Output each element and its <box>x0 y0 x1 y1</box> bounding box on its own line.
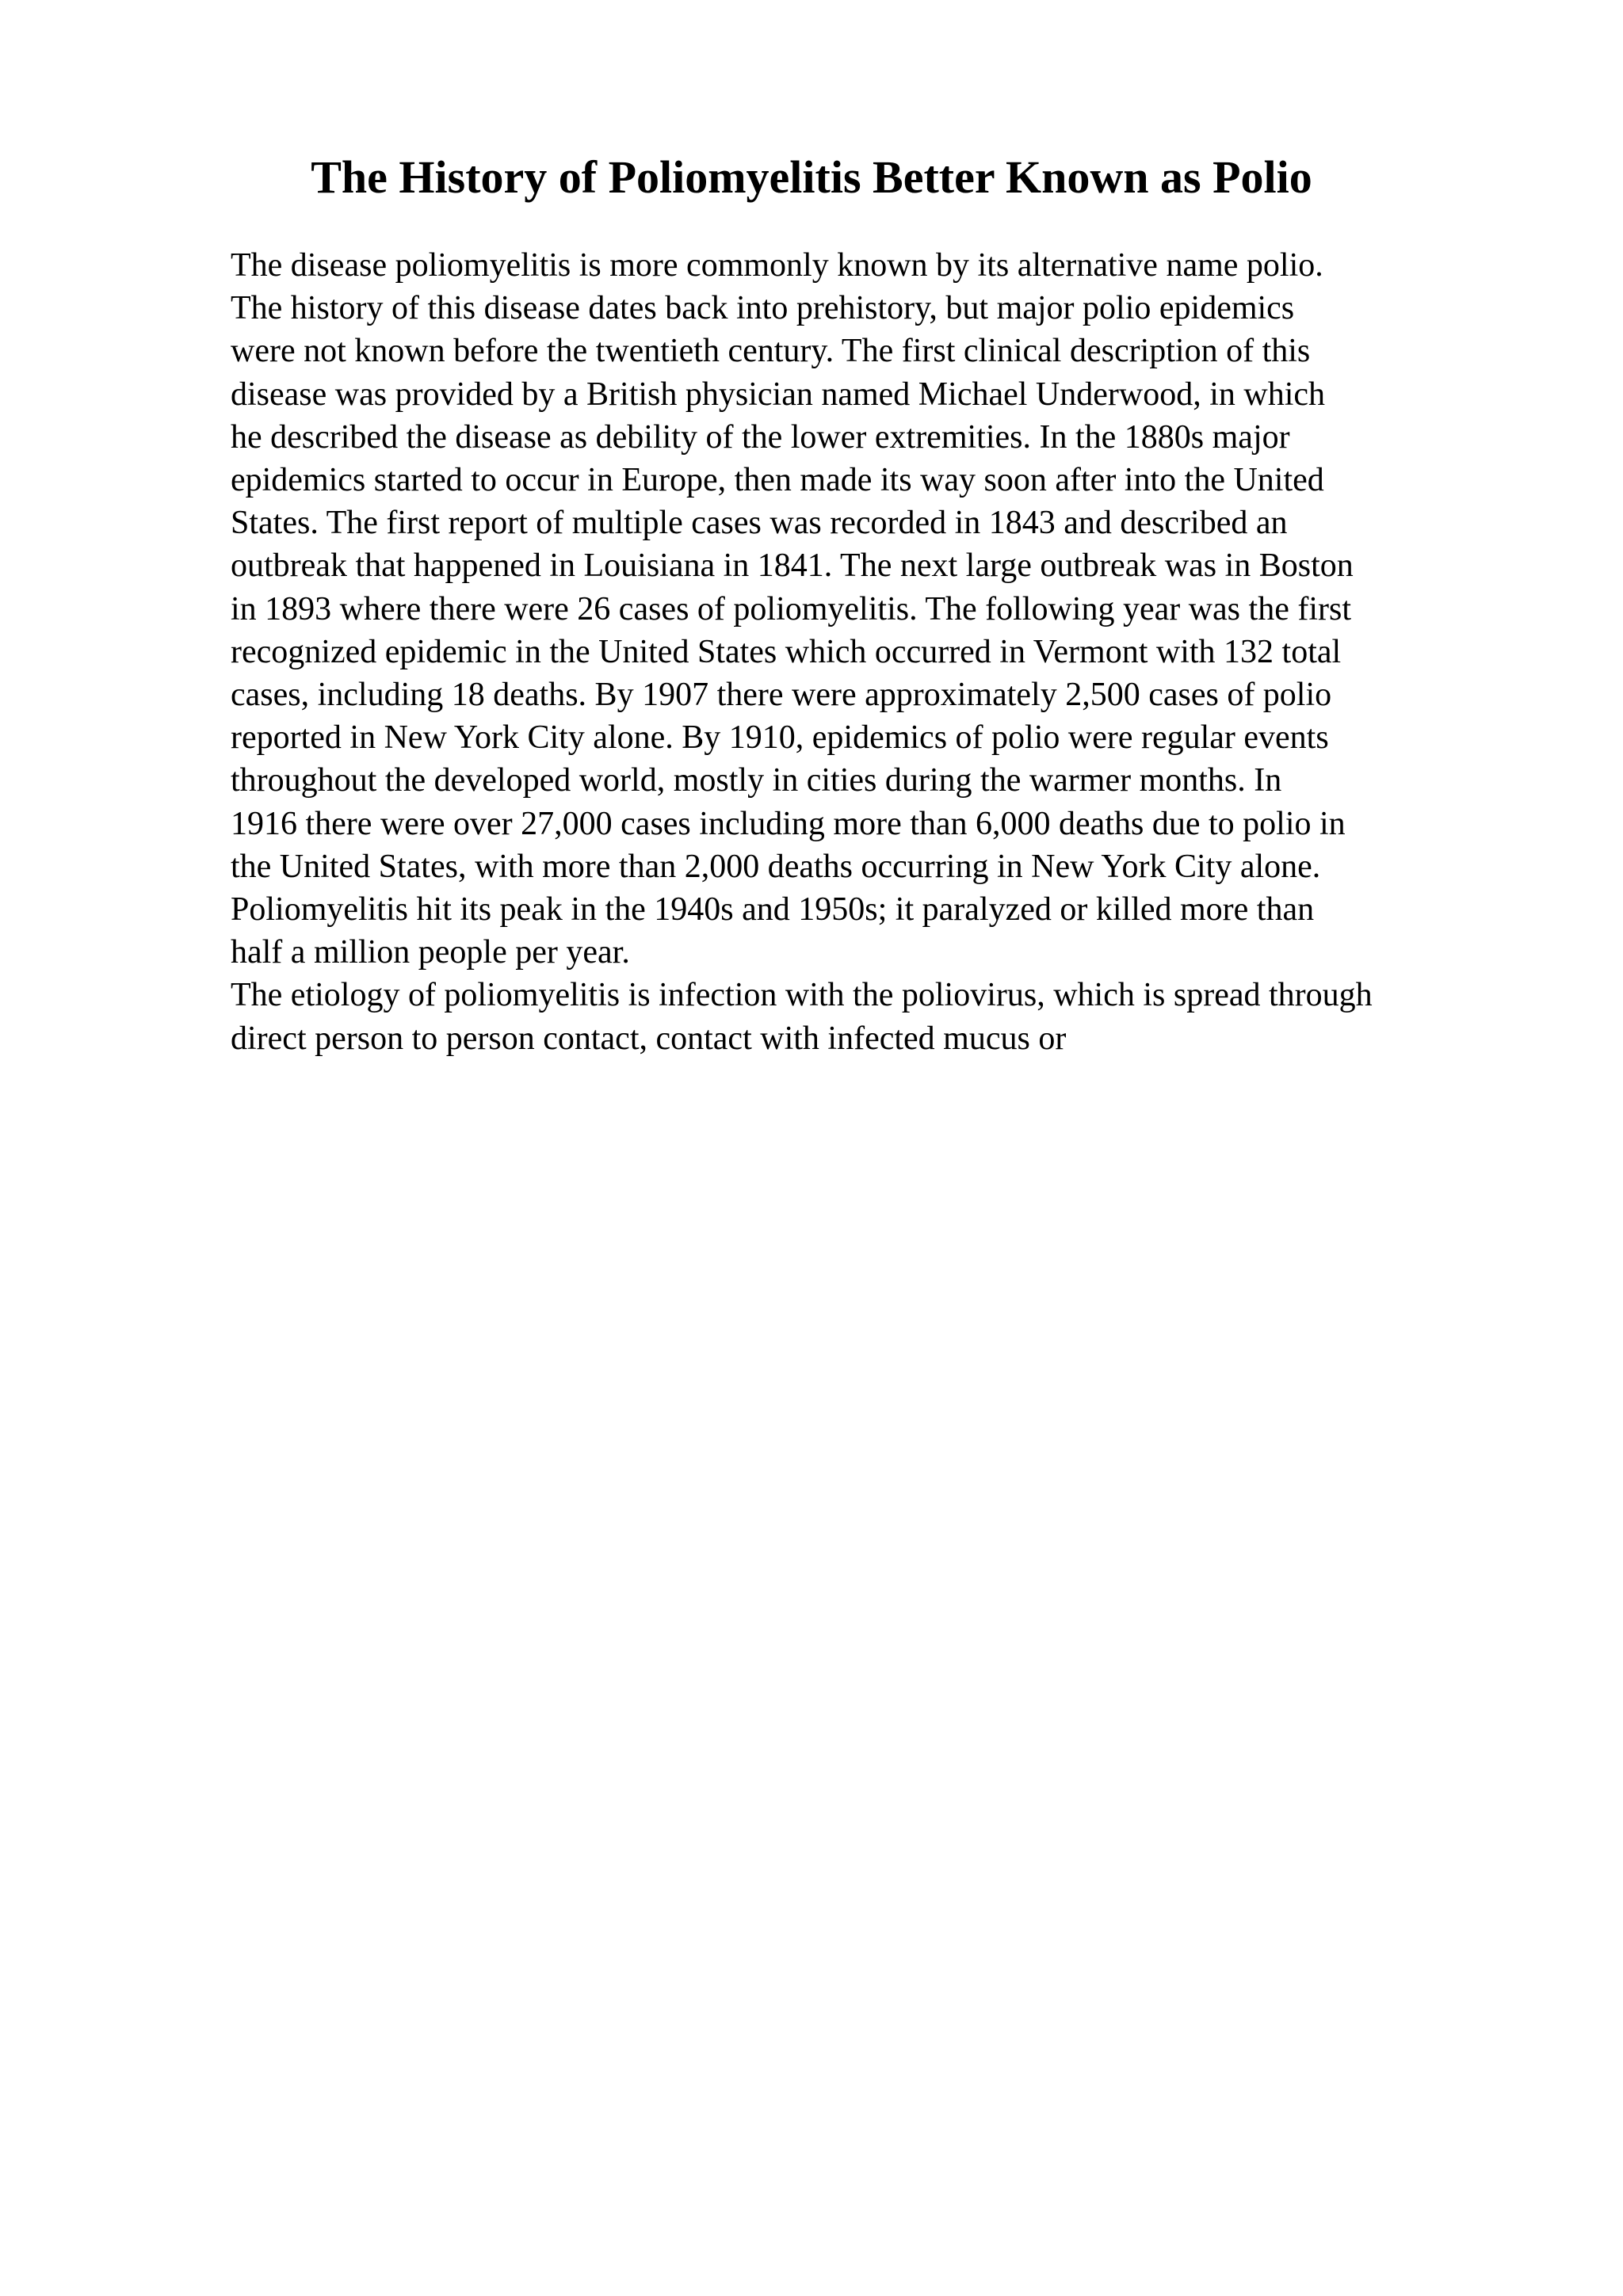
document-title: The History of Poliomyelitis Better Known as Polio <box>311 151 1312 203</box>
text-line: recognized epidemic in the United States which occurred in Vermont with 132 total <box>231 633 1342 670</box>
text-line: outbreak that happened in Louisiana in 1841. The next large outbreak was in Boston <box>231 547 1354 585</box>
text-line: The disease poliomyelitis is more commonly known by its alternative name polio. <box>231 247 1323 284</box>
paragraph-1 <box>231 244 1594 974</box>
text-line: disease was provided by a British physician named Michael Underwood, in which <box>231 376 1326 413</box>
text-line: were not known before the twentieth century. The first clinical description of this <box>231 333 1311 370</box>
text-line: reported in New York City alone. By 1910, epidemics of polio were regular events <box>231 719 1329 757</box>
text-line: epidemics started to occur in Europe, then made its way soon after into the United <box>231 462 1324 499</box>
text-line: States. The first report of multiple cases was recorded in 1843 and described an <box>231 505 1288 542</box>
text-line: Poliomyelitis hit its peak in the 1940s and 1950s; it paralyzed or killed more than <box>231 891 1315 929</box>
text-line: The etiology of poliomyelitis is infection with the poliovirus, which is spread through <box>231 977 1373 1014</box>
document-body <box>231 244 1594 1060</box>
text-line: throughout the developed world, mostly in cities during the warmer months. In <box>231 762 1282 799</box>
text-line: direct person to person contact, contact with infected mucus or <box>231 1020 1067 1057</box>
paragraph-2 <box>231 974 1594 1059</box>
text-line: the United States, with more than 2,000 deaths occurring in New York City alone. <box>231 848 1321 885</box>
text-line: cases, including 18 deaths. By 1907 there were approximately 2,500 cases of polio <box>231 677 1332 714</box>
text-line: in 1893 where there were 26 cases of poliomyelitis. The following year was the first <box>231 590 1351 627</box>
text-line: 1916 there were over 27,000 cases including more than 6,000 deaths due to polio in <box>231 805 1346 842</box>
text-line: he described the disease as debility of the lower extremities. In the 1880s major <box>231 418 1290 456</box>
text-line: The history of this disease dates back into prehistory, but major polio epidemics <box>231 290 1295 327</box>
text-line: half a million people per year. <box>231 934 630 971</box>
